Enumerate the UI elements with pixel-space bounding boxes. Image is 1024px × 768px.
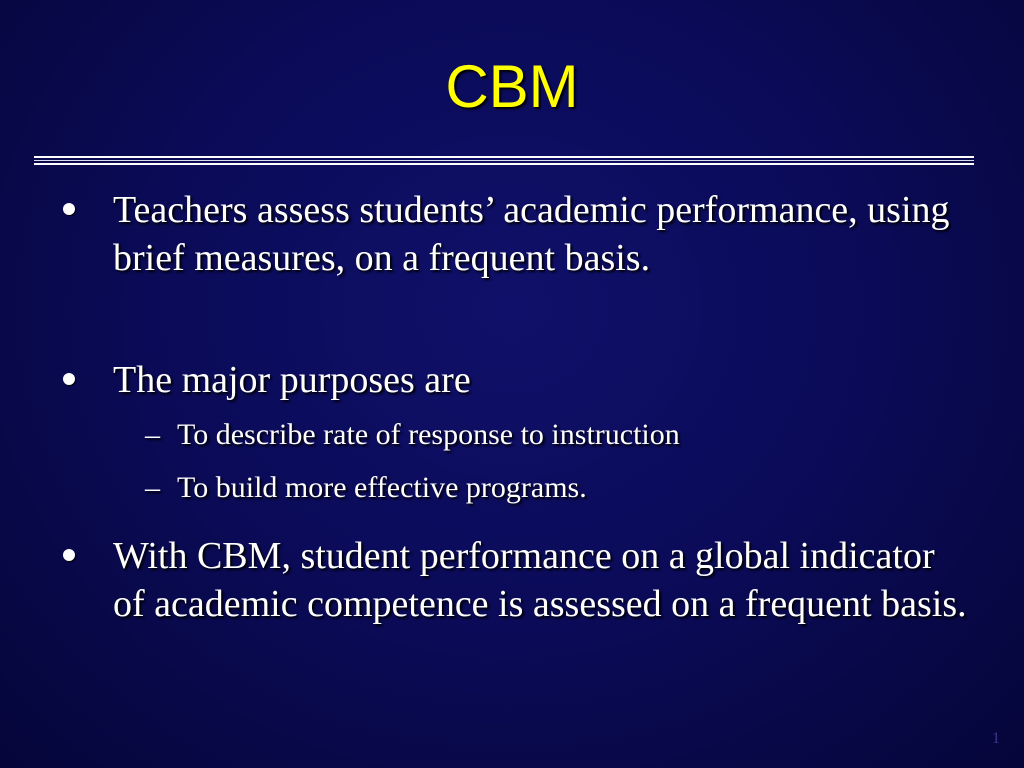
bullet-item <box>113 532 973 628</box>
dash-icon: – <box>145 471 160 504</box>
slide-number: 1 <box>992 730 1000 747</box>
bullet-text: The major purposes are <box>113 359 471 401</box>
sub-bullet-item <box>145 468 977 508</box>
sub-bullet-item <box>145 415 977 455</box>
slide-title: CBM <box>445 53 579 120</box>
bullet-item <box>113 356 973 404</box>
bullet-item <box>113 186 973 282</box>
bullet-dot-icon <box>63 549 75 561</box>
dash-icon: – <box>145 418 160 451</box>
bullet-text: With CBM, student performance on a global indicator of academic competence is assessed on a frequent basis. <box>113 535 967 625</box>
bullet-dot-icon <box>63 373 75 385</box>
bullet-dot-icon <box>63 203 75 215</box>
bullet-text: Teachers assess students’ academic performance, using brief measures, on a frequent basis. <box>113 189 950 279</box>
sub-bullet-text: To build more effective programs. <box>177 471 587 504</box>
sub-bullet-text: To describe rate of response to instruction <box>177 418 680 451</box>
